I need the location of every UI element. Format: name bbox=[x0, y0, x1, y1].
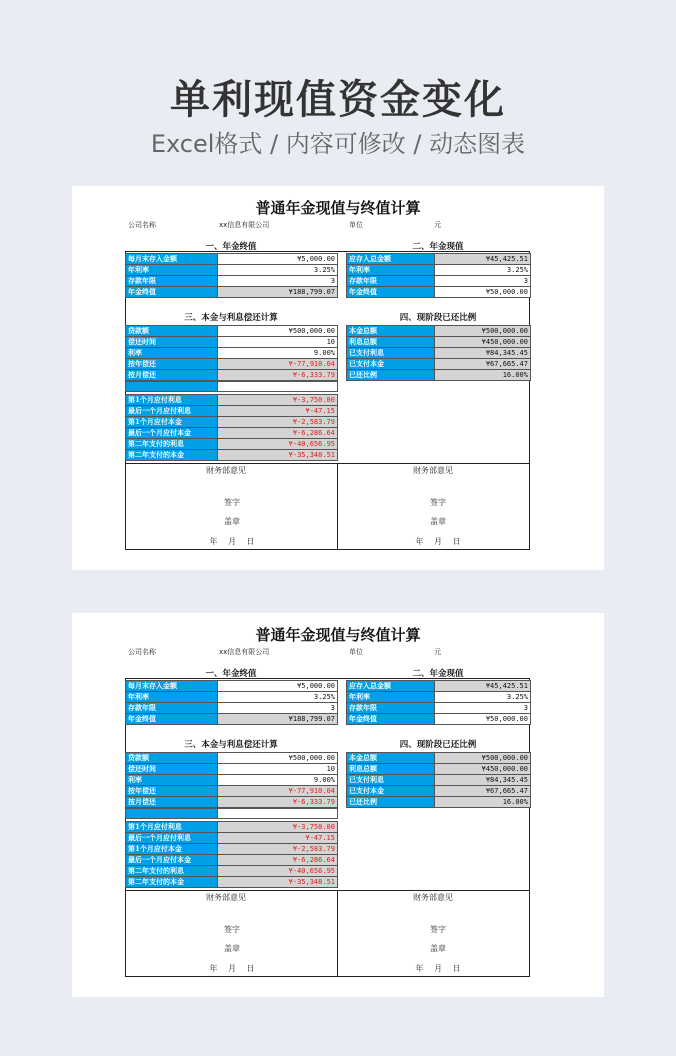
row-value-cell[interactable]: ¥84,345.45 bbox=[435, 775, 531, 786]
unit-value: 元 bbox=[434, 221, 441, 229]
table-row bbox=[126, 681, 338, 692]
row-value-cell[interactable]: ¥-77,910.04 bbox=[218, 786, 338, 797]
row-label-cell[interactable]: 第1个月应付利息 bbox=[126, 395, 218, 406]
row-value-cell[interactable]: ¥450,000.00 bbox=[435, 764, 531, 775]
section-loan-title: 三、本金与利息偿还计算 bbox=[184, 313, 278, 323]
table-row bbox=[126, 797, 338, 808]
row-value-cell[interactable]: ¥-47.15 bbox=[218, 833, 338, 844]
row-value-cell[interactable]: ¥-35,348.51 bbox=[218, 450, 338, 461]
table-row bbox=[347, 775, 531, 786]
sign-label-right: 签字 bbox=[430, 498, 446, 507]
sign-label-left: 签字 bbox=[224, 498, 240, 507]
table-row bbox=[126, 370, 338, 381]
row-value-cell[interactable]: 3.25% bbox=[218, 692, 338, 703]
row-value-cell[interactable]: ¥-47.15 bbox=[218, 406, 338, 417]
table-row bbox=[347, 703, 531, 714]
spreadsheet-sheet bbox=[72, 186, 604, 570]
table-row bbox=[347, 753, 531, 764]
row-label-cell[interactable]: 已支付本金 bbox=[347, 359, 435, 370]
row-label-cell[interactable]: 存款年限 bbox=[126, 703, 218, 714]
row-label-cell[interactable]: 按月偿还 bbox=[126, 370, 218, 381]
row-value-cell[interactable]: ¥500,000.00 bbox=[435, 326, 531, 337]
row-value-cell[interactable]: ¥500,000.00 bbox=[218, 753, 338, 764]
table-row bbox=[347, 287, 531, 298]
row-value-cell[interactable]: 9.00% bbox=[218, 348, 338, 359]
row-value-cell[interactable]: 3.25% bbox=[435, 265, 531, 276]
row-value-cell[interactable]: ¥5,000.00 bbox=[218, 254, 338, 265]
sheet-title: 普通年金现值与终值计算 bbox=[255, 626, 421, 644]
row-label-cell[interactable]: 第1个月应付利息 bbox=[126, 822, 218, 833]
row-label-cell[interactable]: 存款年限 bbox=[347, 276, 435, 287]
loan-table bbox=[125, 325, 338, 381]
section-pv-title: 二、年金现值 bbox=[412, 669, 464, 679]
pv-table bbox=[346, 253, 531, 298]
row-label-cell[interactable]: 应存入总金额 bbox=[347, 681, 435, 692]
row-label-cell[interactable]: 第1个月应付本金 bbox=[126, 417, 218, 428]
table-row bbox=[126, 703, 338, 714]
row-label-cell[interactable]: 第1个月应付本金 bbox=[126, 844, 218, 855]
row-label-cell[interactable]: 年利率 bbox=[347, 692, 435, 703]
row-value-cell[interactable]: 10 bbox=[218, 337, 338, 348]
loan-detail-table bbox=[125, 394, 338, 461]
table-row bbox=[126, 855, 338, 866]
row-value-cell[interactable]: 10 bbox=[218, 764, 338, 775]
row-value-cell[interactable]: 3 bbox=[435, 276, 531, 287]
row-label-cell[interactable]: 贷款额 bbox=[126, 753, 218, 764]
company-value: xx信息有限公司 bbox=[219, 221, 270, 229]
loan-blank-rows bbox=[125, 381, 338, 392]
seal-label-left: 盖章 bbox=[224, 517, 240, 526]
seal-label-left: 盖章 bbox=[224, 944, 240, 953]
loan-blank-rows bbox=[125, 808, 338, 819]
row-label-cell[interactable]: 本金总额 bbox=[347, 326, 435, 337]
table-row bbox=[126, 775, 338, 786]
row-value-cell[interactable]: ¥-3,750.00 bbox=[218, 395, 338, 406]
row-label-cell[interactable]: 贷款额 bbox=[126, 326, 218, 337]
ratio-table bbox=[346, 325, 531, 381]
table-row bbox=[126, 254, 338, 265]
page-title: 单利现值资金变化 bbox=[170, 77, 506, 123]
signoff-column-divider bbox=[337, 890, 338, 977]
signoff-column-divider bbox=[337, 463, 338, 550]
table-row bbox=[347, 786, 531, 797]
row-label-cell[interactable]: 按年偿还 bbox=[126, 786, 218, 797]
row-label-cell[interactable]: 已还比例 bbox=[347, 797, 435, 808]
loan-table bbox=[125, 752, 338, 808]
table-row bbox=[347, 681, 531, 692]
row-label-cell[interactable]: 已支付利息 bbox=[347, 348, 435, 359]
table-row bbox=[126, 428, 338, 439]
row-label-cell[interactable]: 存款年限 bbox=[347, 703, 435, 714]
date-label-left: 年 月 日 bbox=[209, 537, 255, 546]
table-row bbox=[347, 359, 531, 370]
section-ratio-title: 四、现阶段已还比例 bbox=[399, 313, 477, 323]
row-label-cell[interactable]: 年利率 bbox=[347, 265, 435, 276]
row-value-cell[interactable]: ¥-6,333.79 bbox=[218, 370, 338, 381]
section-pv-title: 二、年金现值 bbox=[412, 242, 464, 252]
row-value-cell[interactable]: ¥-40,656.95 bbox=[218, 439, 338, 450]
fv-table bbox=[125, 253, 338, 298]
row-value-cell[interactable]: ¥450,000.00 bbox=[435, 337, 531, 348]
row-label-cell[interactable]: 存款年限 bbox=[126, 276, 218, 287]
table-row bbox=[126, 265, 338, 276]
row-value-cell[interactable]: ¥-35,348.51 bbox=[218, 877, 338, 888]
unit-label: 单位 bbox=[349, 648, 363, 656]
loan-detail-table bbox=[125, 821, 338, 888]
fv-table bbox=[125, 680, 338, 725]
seal-label-right: 盖章 bbox=[430, 944, 446, 953]
row-label-cell[interactable]: 已支付利息 bbox=[347, 775, 435, 786]
row-value-cell[interactable]: ¥50,000.00 bbox=[435, 287, 531, 298]
row-label-cell[interactable]: 年利率 bbox=[126, 692, 218, 703]
finance-opinion-left: 财务部意见 bbox=[206, 893, 246, 902]
table-row bbox=[126, 439, 338, 450]
row-value-cell[interactable]: ¥188,799.07 bbox=[218, 714, 338, 725]
blank-cell[interactable] bbox=[218, 809, 338, 819]
row-value-cell[interactable]: ¥-3,750.00 bbox=[218, 822, 338, 833]
table-row bbox=[347, 692, 531, 703]
signoff-divider bbox=[125, 463, 530, 464]
row-value-cell[interactable]: ¥188,799.07 bbox=[218, 287, 338, 298]
table-row bbox=[126, 844, 338, 855]
table-row bbox=[126, 395, 338, 406]
ratio-table bbox=[346, 752, 531, 808]
row-label-cell[interactable]: 每月末存入金额 bbox=[126, 681, 218, 692]
row-label-cell[interactable]: 最后一个月应付利息 bbox=[126, 833, 218, 844]
company-value: xx信息有限公司 bbox=[219, 648, 270, 656]
row-value-cell[interactable]: ¥67,665.47 bbox=[435, 786, 531, 797]
row-value-cell[interactable]: ¥-40,656.95 bbox=[218, 866, 338, 877]
finance-opinion-right: 财务部意见 bbox=[413, 466, 453, 475]
row-value-cell[interactable]: ¥50,000.00 bbox=[435, 714, 531, 725]
row-label-cell[interactable]: 最后一个月应付本金 bbox=[126, 428, 218, 439]
row-label-cell[interactable]: 偿还时间 bbox=[126, 764, 218, 775]
table-row bbox=[347, 265, 531, 276]
unit-value: 元 bbox=[434, 648, 441, 656]
row-value-cell[interactable]: ¥500,000.00 bbox=[435, 753, 531, 764]
table-row bbox=[347, 326, 531, 337]
preview-card bbox=[72, 613, 604, 997]
table-row bbox=[347, 348, 531, 359]
table-row bbox=[347, 254, 531, 265]
table-row bbox=[126, 326, 338, 337]
row-label-cell[interactable]: 第二年支付的利息 bbox=[126, 439, 218, 450]
row-value-cell[interactable]: ¥-6,333.79 bbox=[218, 797, 338, 808]
seal-label-right: 盖章 bbox=[430, 517, 446, 526]
row-label-cell[interactable]: 年金终值 bbox=[347, 714, 435, 725]
company-label: 公司名称 bbox=[128, 648, 156, 656]
row-label-cell[interactable]: 第二年支付的本金 bbox=[126, 450, 218, 461]
table-row bbox=[347, 797, 531, 808]
blank-label-cell[interactable] bbox=[126, 809, 218, 819]
row-value-cell[interactable]: 9.00% bbox=[218, 775, 338, 786]
row-label-cell[interactable]: 按月偿还 bbox=[126, 797, 218, 808]
table-row bbox=[126, 692, 338, 703]
page-subtitle: Excel格式 / 内容可修改 / 动态图表 bbox=[150, 130, 526, 158]
table-row bbox=[126, 450, 338, 461]
row-value-cell[interactable]: 3 bbox=[435, 703, 531, 714]
row-value-cell[interactable]: 16.00% bbox=[435, 797, 531, 808]
table-row bbox=[126, 406, 338, 417]
section-fv-title: 一、年金终值 bbox=[205, 669, 257, 679]
row-label-cell[interactable]: 利率 bbox=[126, 775, 218, 786]
table-row bbox=[126, 753, 338, 764]
pv-table bbox=[346, 680, 531, 725]
table-row bbox=[126, 417, 338, 428]
section-ratio-title: 四、现阶段已还比例 bbox=[399, 740, 477, 750]
table-row bbox=[126, 764, 338, 775]
blank-cell[interactable] bbox=[218, 382, 338, 392]
section-loan-title: 三、本金与利息偿还计算 bbox=[184, 740, 278, 750]
table-row bbox=[347, 370, 531, 381]
row-label-cell[interactable]: 每月末存入金额 bbox=[126, 254, 218, 265]
row-value-cell[interactable]: ¥45,425.51 bbox=[435, 681, 531, 692]
row-label-cell[interactable]: 本金总额 bbox=[347, 753, 435, 764]
table-row bbox=[126, 287, 338, 298]
finance-opinion-left: 财务部意见 bbox=[206, 466, 246, 475]
row-value-cell[interactable]: ¥-6,286.64 bbox=[218, 855, 338, 866]
row-value-cell[interactable]: ¥-2,583.79 bbox=[218, 844, 338, 855]
table-row bbox=[126, 786, 338, 797]
table-row bbox=[126, 877, 338, 888]
row-label-cell[interactable]: 利息总额 bbox=[347, 337, 435, 348]
table-row bbox=[347, 714, 531, 725]
row-value-cell[interactable]: 16.00% bbox=[435, 370, 531, 381]
company-label: 公司名称 bbox=[128, 221, 156, 229]
row-value-cell[interactable]: 3 bbox=[218, 703, 338, 714]
row-label-cell[interactable]: 按年偿还 bbox=[126, 359, 218, 370]
sign-label-right: 签字 bbox=[430, 925, 446, 934]
spreadsheet-sheet bbox=[72, 613, 604, 997]
row-value-cell[interactable]: ¥500,000.00 bbox=[218, 326, 338, 337]
date-label-right: 年 月 日 bbox=[415, 964, 461, 973]
row-label-cell[interactable]: 年金终值 bbox=[126, 287, 218, 298]
row-label-cell[interactable]: 已支付本金 bbox=[347, 786, 435, 797]
row-value-cell[interactable]: ¥-6,286.64 bbox=[218, 428, 338, 439]
row-label-cell[interactable]: 最后一个月应付本金 bbox=[126, 855, 218, 866]
table-row bbox=[347, 276, 531, 287]
preview-card bbox=[72, 186, 604, 570]
row-label-cell[interactable]: 年利率 bbox=[126, 265, 218, 276]
row-label-cell[interactable]: 应存入总金额 bbox=[347, 254, 435, 265]
signoff-divider bbox=[125, 890, 530, 891]
table-row bbox=[126, 276, 338, 287]
finance-opinion-right: 财务部意见 bbox=[413, 893, 453, 902]
row-label-cell[interactable]: 利率 bbox=[126, 348, 218, 359]
table-row bbox=[347, 337, 531, 348]
unit-label: 单位 bbox=[349, 221, 363, 229]
table-row bbox=[126, 822, 338, 833]
row-value-cell[interactable]: ¥5,000.00 bbox=[218, 681, 338, 692]
row-label-cell[interactable]: 利息总额 bbox=[347, 764, 435, 775]
table-row bbox=[126, 866, 338, 877]
row-value-cell[interactable]: ¥-2,583.79 bbox=[218, 417, 338, 428]
row-label-cell[interactable]: 年金终值 bbox=[347, 287, 435, 298]
table-row bbox=[347, 764, 531, 775]
row-value-cell[interactable]: 3.25% bbox=[435, 692, 531, 703]
row-label-cell[interactable]: 第二年支付的利息 bbox=[126, 866, 218, 877]
blank-label-cell[interactable] bbox=[126, 382, 218, 392]
section-fv-title: 一、年金终值 bbox=[205, 242, 257, 252]
row-label-cell[interactable]: 最后一个月应付利息 bbox=[126, 406, 218, 417]
date-label-left: 年 月 日 bbox=[209, 964, 255, 973]
table-row bbox=[126, 714, 338, 725]
row-value-cell[interactable]: 3 bbox=[218, 276, 338, 287]
sheet-title: 普通年金现值与终值计算 bbox=[255, 199, 421, 217]
date-label-right: 年 月 日 bbox=[415, 537, 461, 546]
row-value-cell[interactable]: ¥67,665.47 bbox=[435, 359, 531, 370]
row-label-cell[interactable]: 年金终值 bbox=[126, 714, 218, 725]
row-value-cell[interactable]: ¥45,425.51 bbox=[435, 254, 531, 265]
row-label-cell[interactable]: 第二年支付的本金 bbox=[126, 877, 218, 888]
row-value-cell[interactable]: 3.25% bbox=[218, 265, 338, 276]
table-row bbox=[126, 359, 338, 370]
table-row bbox=[126, 348, 338, 359]
row-label-cell[interactable]: 已还比例 bbox=[347, 370, 435, 381]
row-label-cell[interactable]: 偿还时间 bbox=[126, 337, 218, 348]
row-value-cell[interactable]: ¥84,345.45 bbox=[435, 348, 531, 359]
sign-label-left: 签字 bbox=[224, 925, 240, 934]
row-value-cell[interactable]: ¥-77,910.04 bbox=[218, 359, 338, 370]
table-row bbox=[126, 833, 338, 844]
table-row bbox=[126, 337, 338, 348]
